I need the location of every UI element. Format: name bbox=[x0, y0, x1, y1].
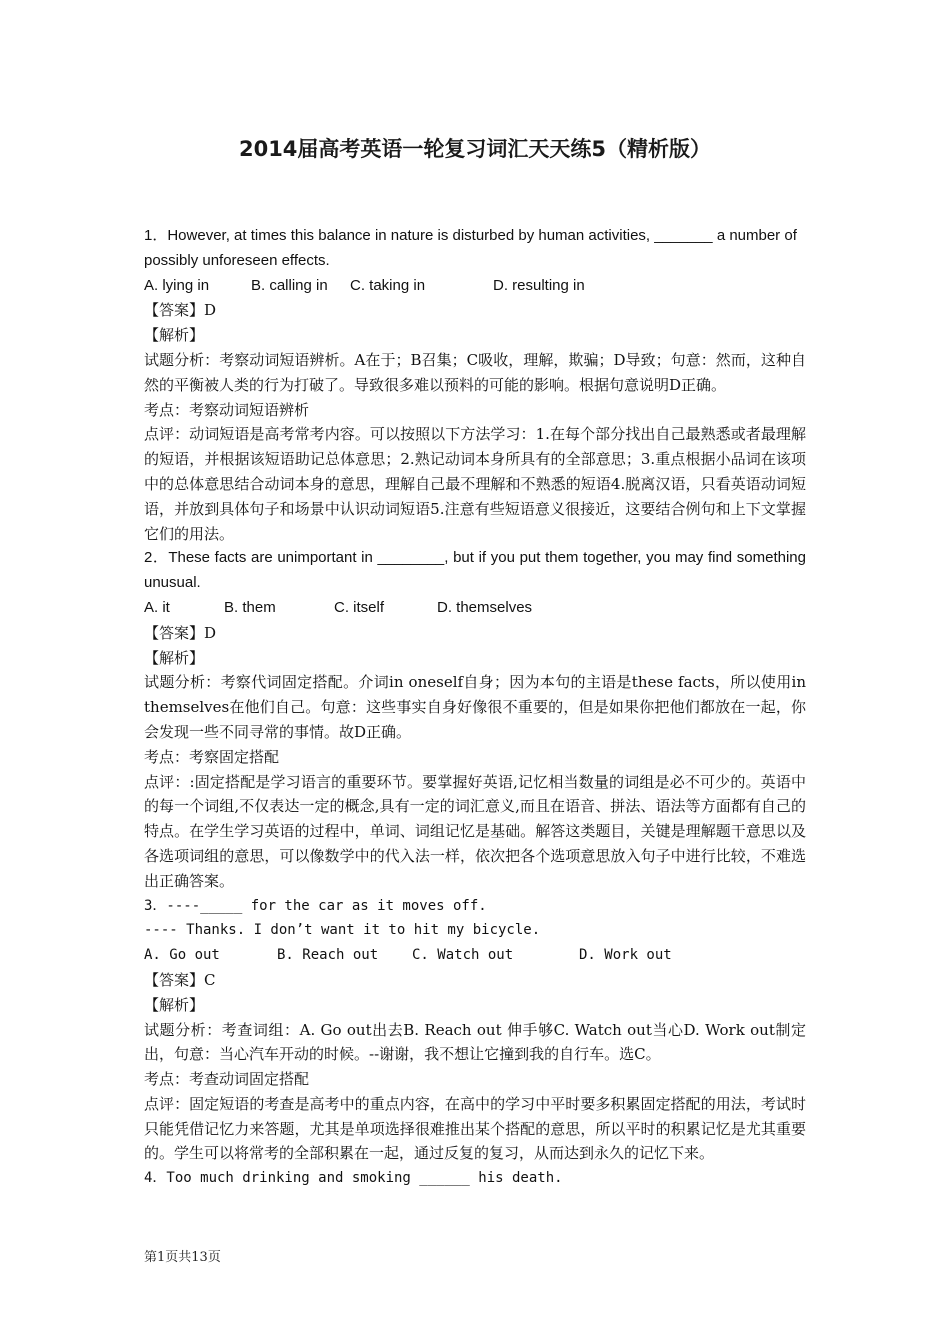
question-1-analysis: 试题分析：考察动词短语辨析。A在于；B召集；C吸收，理解，欺骗；D导致；句意：然而，这种自然的平衡被人类的行为打破了。导致很多难以预料的可能的影响。根据句意说明D正确。 bbox=[144, 350, 806, 394]
option-a: A. lying in bbox=[144, 276, 210, 294]
option-b: B. them bbox=[224, 598, 276, 616]
question-1-options bbox=[144, 274, 806, 299]
question-2-point: 考点：考察固定搭配 bbox=[144, 747, 280, 766]
question-2-options bbox=[144, 596, 806, 621]
question-3-analysis: 试题分析：考查词组：A. Go out出去B. Reach out 伸手够C. Watch out当心D. Work out制定出，句意：当心汽车开动的时候。--谢谢，我不想让它撞到我的自行车。选C。 bbox=[144, 1020, 806, 1064]
question-3-answer: 【答案】C bbox=[144, 970, 216, 989]
option-a: A. it bbox=[144, 598, 170, 616]
question-3-comment: 点评：固定短语的考查是高考中的重点内容，在高中的学习中平时要多积累固定搭配的用法，考试时只能凭借记忆力来答题，尤其是单项选择很难推出某个搭配的意思，所以平时的积累记忆是尤其重要的。学生可以将常考的全部积累在一起，通过反复的复习，从而达到永久的记忆下来。 bbox=[144, 1094, 806, 1163]
question-2-comment: 点评：:固定搭配是学习语言的重要环节。要掌握好英语,记忆相当数量的词组是必不可少的。英语中的每一个词组,不仅表达一定的概念,具有一定的词汇意义,而且在语音、拼法、语法等方面都有自己的特点。在学生学习英语的过程中，单词、词组记忆是基础。解答这类题目，关键是理解题干意思以及各选项词组的意思，可以像数学中的代入法一样，依次把各个选项意思放入句子中进行比较，不难选出正确答案。 bbox=[144, 772, 806, 890]
question-3-stem: 3．----_____ for the car as it moves off. bbox=[144, 897, 487, 914]
option-b: B. Reach out bbox=[277, 947, 379, 964]
question-3-point: 考点：考查动词固定搭配 bbox=[144, 1070, 310, 1089]
question-2-analysis: 试题分析：考察代词固定搭配。介词in oneself自身；因为本句的主语是these facts，所以使用in themselves在他们自己。句意：这些事实自身好像很不重要的，但是如果你把他们都放在一起，你会发现一些不同寻常的事情。故D正确。 bbox=[144, 673, 806, 741]
question-1-comment: 点评：动词短语是高考常考内容。可以按照以下方法学习：1.在每个部分找出自己最熟悉或者最理解的短语，并根据该短语助记总体意思；2.熟记动词本身所具有的全部意思；3.重点根据小品词在该项中的总体意思结合动词本身的意思，理解自己最不理解和不熟悉的短语4.脱离汉语，只看英语动词短语，并放到具体句子和场景中认识动词短语5.注意有些短语意义很接近，这要结合例句和上下文掌握它们的用法。 bbox=[144, 425, 806, 543]
option-a: A. Go out bbox=[144, 947, 220, 964]
question-3-dialog: ---- Thanks. I don’t want it to hit my bicycle. bbox=[144, 922, 541, 939]
option-b: B. calling in bbox=[251, 276, 328, 294]
option-c: C. Watch out bbox=[412, 947, 514, 964]
question-2-answer: 【答案】D bbox=[144, 623, 217, 642]
option-d: D. resulting in bbox=[493, 276, 585, 294]
question-1-stem: 1．However, at times this balance in nature is disturbed by human activities, _______ a number of possibly unforeseen effects. bbox=[144, 227, 797, 269]
option-c: C. itself bbox=[334, 598, 385, 616]
question-1-analysis-label: 【解析】 bbox=[144, 326, 205, 345]
question-2-stem: 2．These facts are unimportant in ________, but if you put them together, you may find something unusual. bbox=[144, 549, 806, 592]
document-body bbox=[144, 224, 806, 1191]
question-4-stem: 4．Too much drinking and smoking ______ his death. bbox=[144, 1170, 563, 1187]
option-d: D. themselves bbox=[437, 598, 533, 616]
document-title: 2014届高考英语一轮复习词汇天天练5（精析版） bbox=[238, 137, 712, 161]
question-2-analysis-label: 【解析】 bbox=[144, 648, 205, 667]
page-footer: 第1页共13页 bbox=[144, 1250, 221, 1265]
question-1-answer: 【答案】D bbox=[144, 301, 217, 320]
question-3-options bbox=[144, 943, 806, 968]
question-1-point: 考点：考察动词短语辨析 bbox=[144, 400, 310, 419]
option-d: D. Work out bbox=[579, 947, 672, 964]
question-3-analysis-label: 【解析】 bbox=[144, 995, 205, 1014]
option-c: C. taking in bbox=[350, 276, 426, 294]
